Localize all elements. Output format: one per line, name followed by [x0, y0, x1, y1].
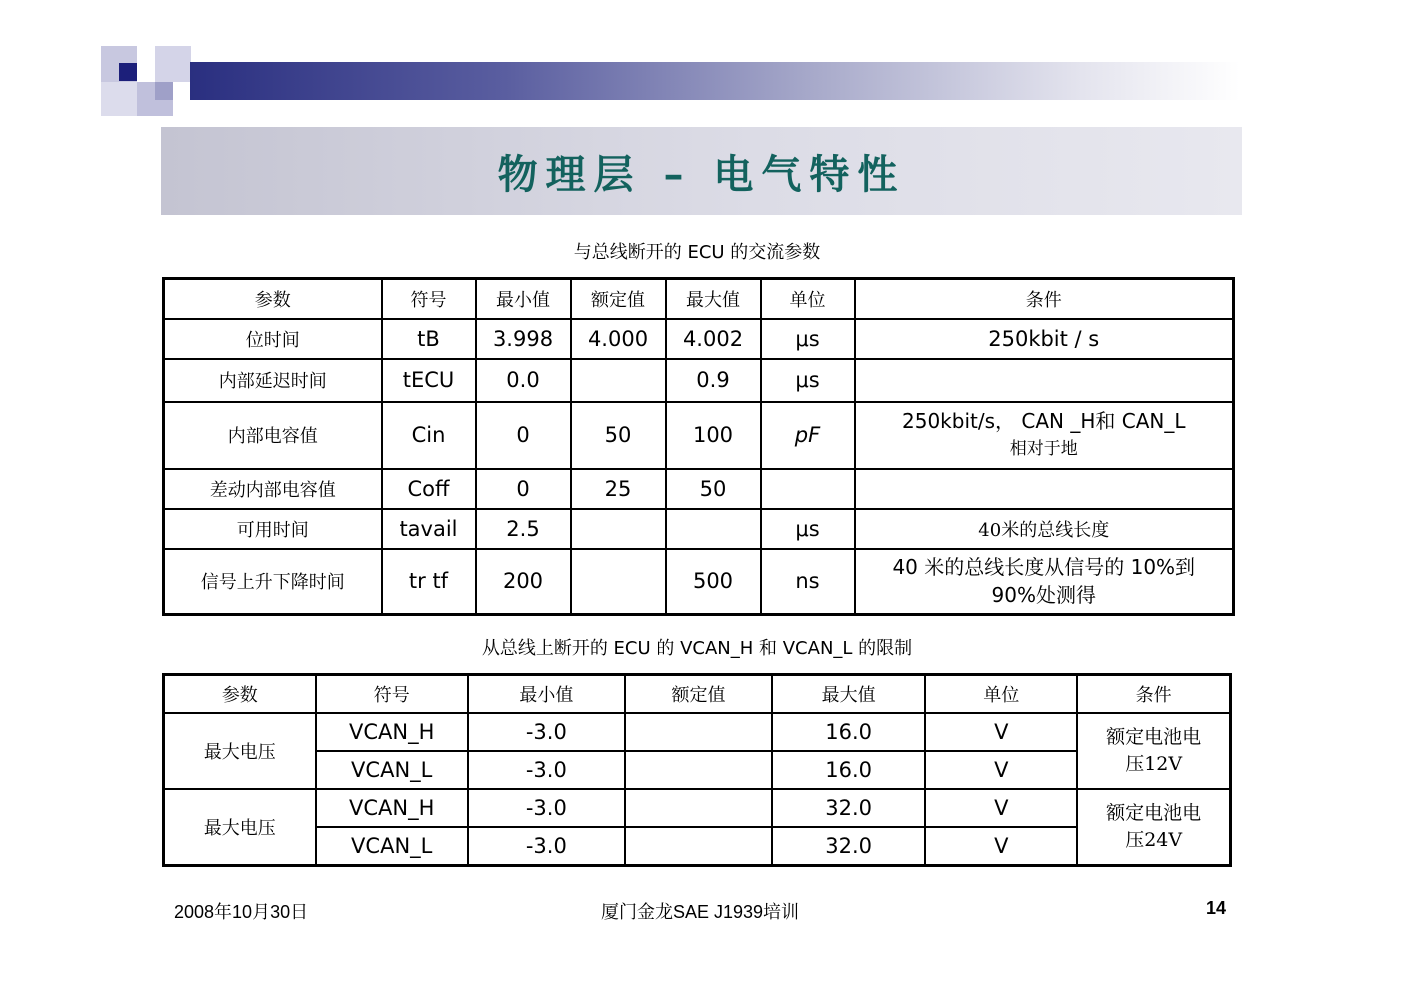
condition-line: 额定电池电	[1106, 726, 1202, 748]
condition-line: 90%处测得	[991, 583, 1096, 608]
header-cell: 额定值	[571, 279, 666, 319]
max-cell: 16.0	[772, 751, 925, 789]
param-cell: 差动内部电容值	[164, 469, 382, 509]
decor-square-small	[155, 46, 191, 82]
param-cell: 最大电压	[164, 713, 316, 789]
condition-cell	[855, 549, 1234, 615]
max-cell: 32.0	[772, 827, 925, 866]
table-row	[164, 509, 1234, 549]
min-cell: 3.998	[476, 319, 571, 359]
max-cell: 16.0	[772, 713, 925, 751]
condition-cell	[1077, 713, 1230, 789]
param-cell: 信号上升下降时间	[164, 549, 382, 615]
table-row	[164, 713, 1231, 751]
min-cell: 0	[476, 469, 571, 509]
decor-square-dark	[119, 63, 137, 81]
symbol-cell: VCAN_L	[316, 751, 468, 789]
header-cell: 条件	[855, 279, 1234, 319]
header-cell: 最小值	[468, 675, 625, 714]
nom-cell: 4.000	[571, 319, 666, 359]
ac-parameters-table	[162, 277, 1235, 616]
unit-cell: μs	[761, 509, 855, 549]
max-cell: 500	[666, 549, 761, 615]
param-cell: 最大电压	[164, 789, 316, 866]
unit-cell: V	[925, 789, 1077, 827]
max-cell: 100	[666, 402, 761, 469]
header-cell: 最小值	[476, 279, 571, 319]
unit-cell: V	[925, 713, 1077, 751]
nom-cell: 25	[571, 469, 666, 509]
symbol-cell: tr tf	[382, 549, 476, 615]
table-row	[164, 827, 1231, 866]
symbol-cell: tB	[382, 319, 476, 359]
table-row	[164, 402, 1234, 469]
unit-cell: V	[925, 751, 1077, 789]
unit-cell: V	[925, 827, 1077, 866]
vcan-limits-table	[162, 673, 1232, 867]
header-cell: 条件	[1077, 675, 1230, 714]
nom-cell	[571, 509, 666, 549]
nom-cell	[625, 827, 772, 866]
max-cell	[666, 509, 761, 549]
condition-line: 40 米的总线长度从信号的 10%到	[892, 555, 1196, 580]
symbol-cell: VCAN_L	[316, 827, 468, 866]
max-cell: 0.9	[666, 359, 761, 402]
symbol-cell: tECU	[382, 359, 476, 402]
table-row	[164, 751, 1231, 789]
symbol-cell: Cin	[382, 402, 476, 469]
header-cell: 额定值	[625, 675, 772, 714]
page-number: 14	[1205, 898, 1226, 918]
table1-caption: 与总线断开的 ECU 的交流参数	[573, 242, 821, 263]
symbol-cell: Coff	[382, 469, 476, 509]
unit-cell: μs	[761, 319, 855, 359]
table-row	[164, 319, 1234, 359]
table-row	[164, 789, 1231, 827]
table-row	[164, 469, 1234, 509]
param-cell: 内部延迟时间	[164, 359, 382, 402]
condition-cell: 40米的总线长度	[855, 509, 1234, 549]
min-cell: -3.0	[468, 713, 625, 751]
unit-cell: pF	[761, 402, 855, 469]
unit-cell	[761, 469, 855, 509]
condition-line: 250kbit/s， CAN _H和 CAN_L	[902, 409, 1186, 433]
header-cell: 最大值	[666, 279, 761, 319]
symbol-cell: VCAN_H	[316, 789, 468, 827]
max-cell: 4.002	[666, 319, 761, 359]
condition-cell	[1077, 789, 1230, 866]
unit-cell: μs	[761, 359, 855, 402]
min-cell: 2.5	[476, 509, 571, 549]
decor-square-bottom-left	[101, 82, 137, 116]
header-cell: 符号	[382, 279, 476, 319]
min-cell: 0.0	[476, 359, 571, 402]
header-cell: 参数	[164, 675, 316, 714]
nom-cell	[571, 359, 666, 402]
nom-cell: 50	[571, 402, 666, 469]
header-cell: 最大值	[772, 675, 925, 714]
page-title: 物理层 – 电气特性	[497, 150, 906, 198]
max-cell: 50	[666, 469, 761, 509]
nom-cell	[625, 751, 772, 789]
min-cell: -3.0	[468, 827, 625, 866]
condition-line: 压24V	[1125, 829, 1183, 851]
condition-line: 相对于地	[1009, 439, 1078, 459]
symbol-cell: tavail	[382, 509, 476, 549]
min-cell: -3.0	[468, 751, 625, 789]
table-header-row	[164, 279, 1234, 319]
header-cell: 参数	[164, 279, 382, 319]
table-row	[164, 359, 1234, 402]
decor-square-mid	[155, 82, 173, 100]
max-cell: 32.0	[772, 789, 925, 827]
condition-cell	[855, 402, 1234, 469]
header-cell: 单位	[925, 675, 1077, 714]
footer-title: 厦门金龙SAE J1939培训	[600, 902, 800, 922]
min-cell: -3.0	[468, 789, 625, 827]
condition-line: 压12V	[1125, 753, 1183, 775]
param-cell: 内部电容值	[164, 402, 382, 469]
condition-cell	[855, 359, 1234, 402]
table-row	[164, 549, 1234, 615]
header-gradient-band	[190, 62, 1240, 100]
header-cell: 符号	[316, 675, 468, 714]
condition-line: 额定电池电	[1106, 802, 1202, 824]
nom-cell	[625, 713, 772, 751]
table-header-row	[164, 675, 1231, 714]
header-cell: 单位	[761, 279, 855, 319]
unit-cell: ns	[761, 549, 855, 615]
table2-caption: 从总线上断开的 ECU 的 VCAN_H 和 VCAN_L 的限制	[481, 638, 913, 659]
nom-cell	[571, 549, 666, 615]
title-bar	[161, 127, 1242, 215]
symbol-cell: VCAN_H	[316, 713, 468, 751]
param-cell: 位时间	[164, 319, 382, 359]
param-cell: 可用时间	[164, 509, 382, 549]
condition-cell: 250kbit / s	[855, 319, 1234, 359]
footer-date: 2008年10月30日	[174, 902, 309, 922]
nom-cell	[625, 789, 772, 827]
condition-cell	[855, 469, 1234, 509]
min-cell: 0	[476, 402, 571, 469]
min-cell: 200	[476, 549, 571, 615]
